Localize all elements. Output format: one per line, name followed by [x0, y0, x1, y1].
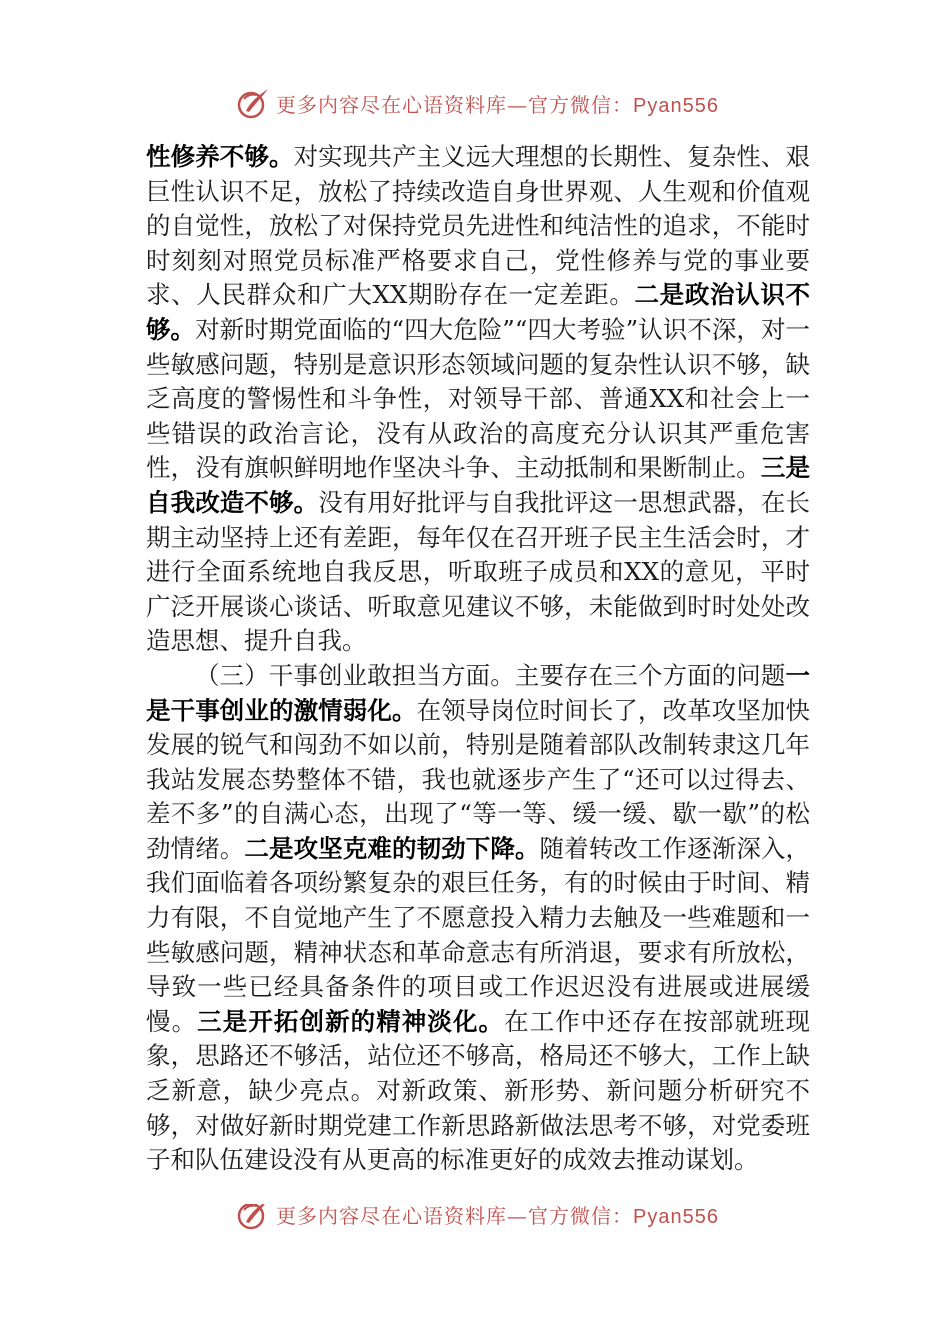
footer-banner — [236, 1204, 719, 1234]
header-banner — [236, 85, 719, 121]
quill-seal-icon — [236, 85, 272, 121]
paragraph-section-three: （三）干事创业敢担当方面。主要存在三个方面的问题一是干事创业的激情弱化。在领导岗位时间长了，改革攻坚加快发展的锐气和闯劲不如以前，特别是随着部队改制转隶这几年我站发展态势整体不错，我也就逐步产生了“还可以过得去、差不多”的自满心态，出现了“等一等、缓一缓、歇一歇”的松劲情绪。二是攻坚克难的韧劲下降。随着转改工作逐渐深入，我们面临着各项纷繁复杂的艰巨任务，有的时候由于时间、精力有限，不自觉地产生了不愿意投入精力去触及一些难题和一些敏感问题，精神状态和革命意志有所消退，要求有所放松，导致一些已经具备条件的项目或工作迟迟没有进展或进展缓慢。三是开拓创新的精神淡化。在工作中还存在按部就班现象，思路还不够活，站位还不够高，格局还不够大，工作上缺乏新意，缺少亮点。对新政策、新形势、新问题分析研究不够，对做好新时期党建工作新思路新做法思考不够，对党委班子和队伍建设没有从更高的标准更好的成效去推动谋划。 — [146, 660, 811, 1175]
header-banner-text: 更多内容尽在心语资料库—官方微信：Pyan556 — [276, 92, 719, 117]
footer-banner-text: 更多内容尽在心语资料库—官方微信：Pyan556 — [276, 1204, 719, 1228]
paragraph-party-spirit: 性修养不够。对实现共产主义远大理想的长期性、复杂性、艰巨性认识不足，放松了持续改造自身世界观、人生观和价值观的自觉性，放松了对保持党员先进性和纯洁性的追求，不能时时刻刻对照党员标准严格要求自己，党性修养与党的事业要求、人民群众和广大XX期盼存在一定差距。二是政治认识不够。对新时期党面临的“四大危险”“四大考验”认识不深，对一些敏感问题，特别是意识形态领域问题的复杂性认识不够，缺乏高度的警惕性和斗争性，对领导干部、普通XX和社会上一些错误的政治言论，没有从政治的高度充分认识其严重危害性，没有旗帜鲜明地作坚决斗争、主动抵制和果断制止。三是自我改造不够。没有用好批评与自我批评这一思想武器，在长期主动坚持上还有差距，每年仅在召开班子民主生活会时，才进行全面系统地自我反思，听取班子成员和XX的意见，平时广泛开展谈心谈话、听取意见建议不够，未能做到时时处处改造思想、提升自我。 — [146, 142, 811, 656]
document-body — [146, 140, 810, 1178]
quill-seal-icon — [236, 1204, 272, 1232]
